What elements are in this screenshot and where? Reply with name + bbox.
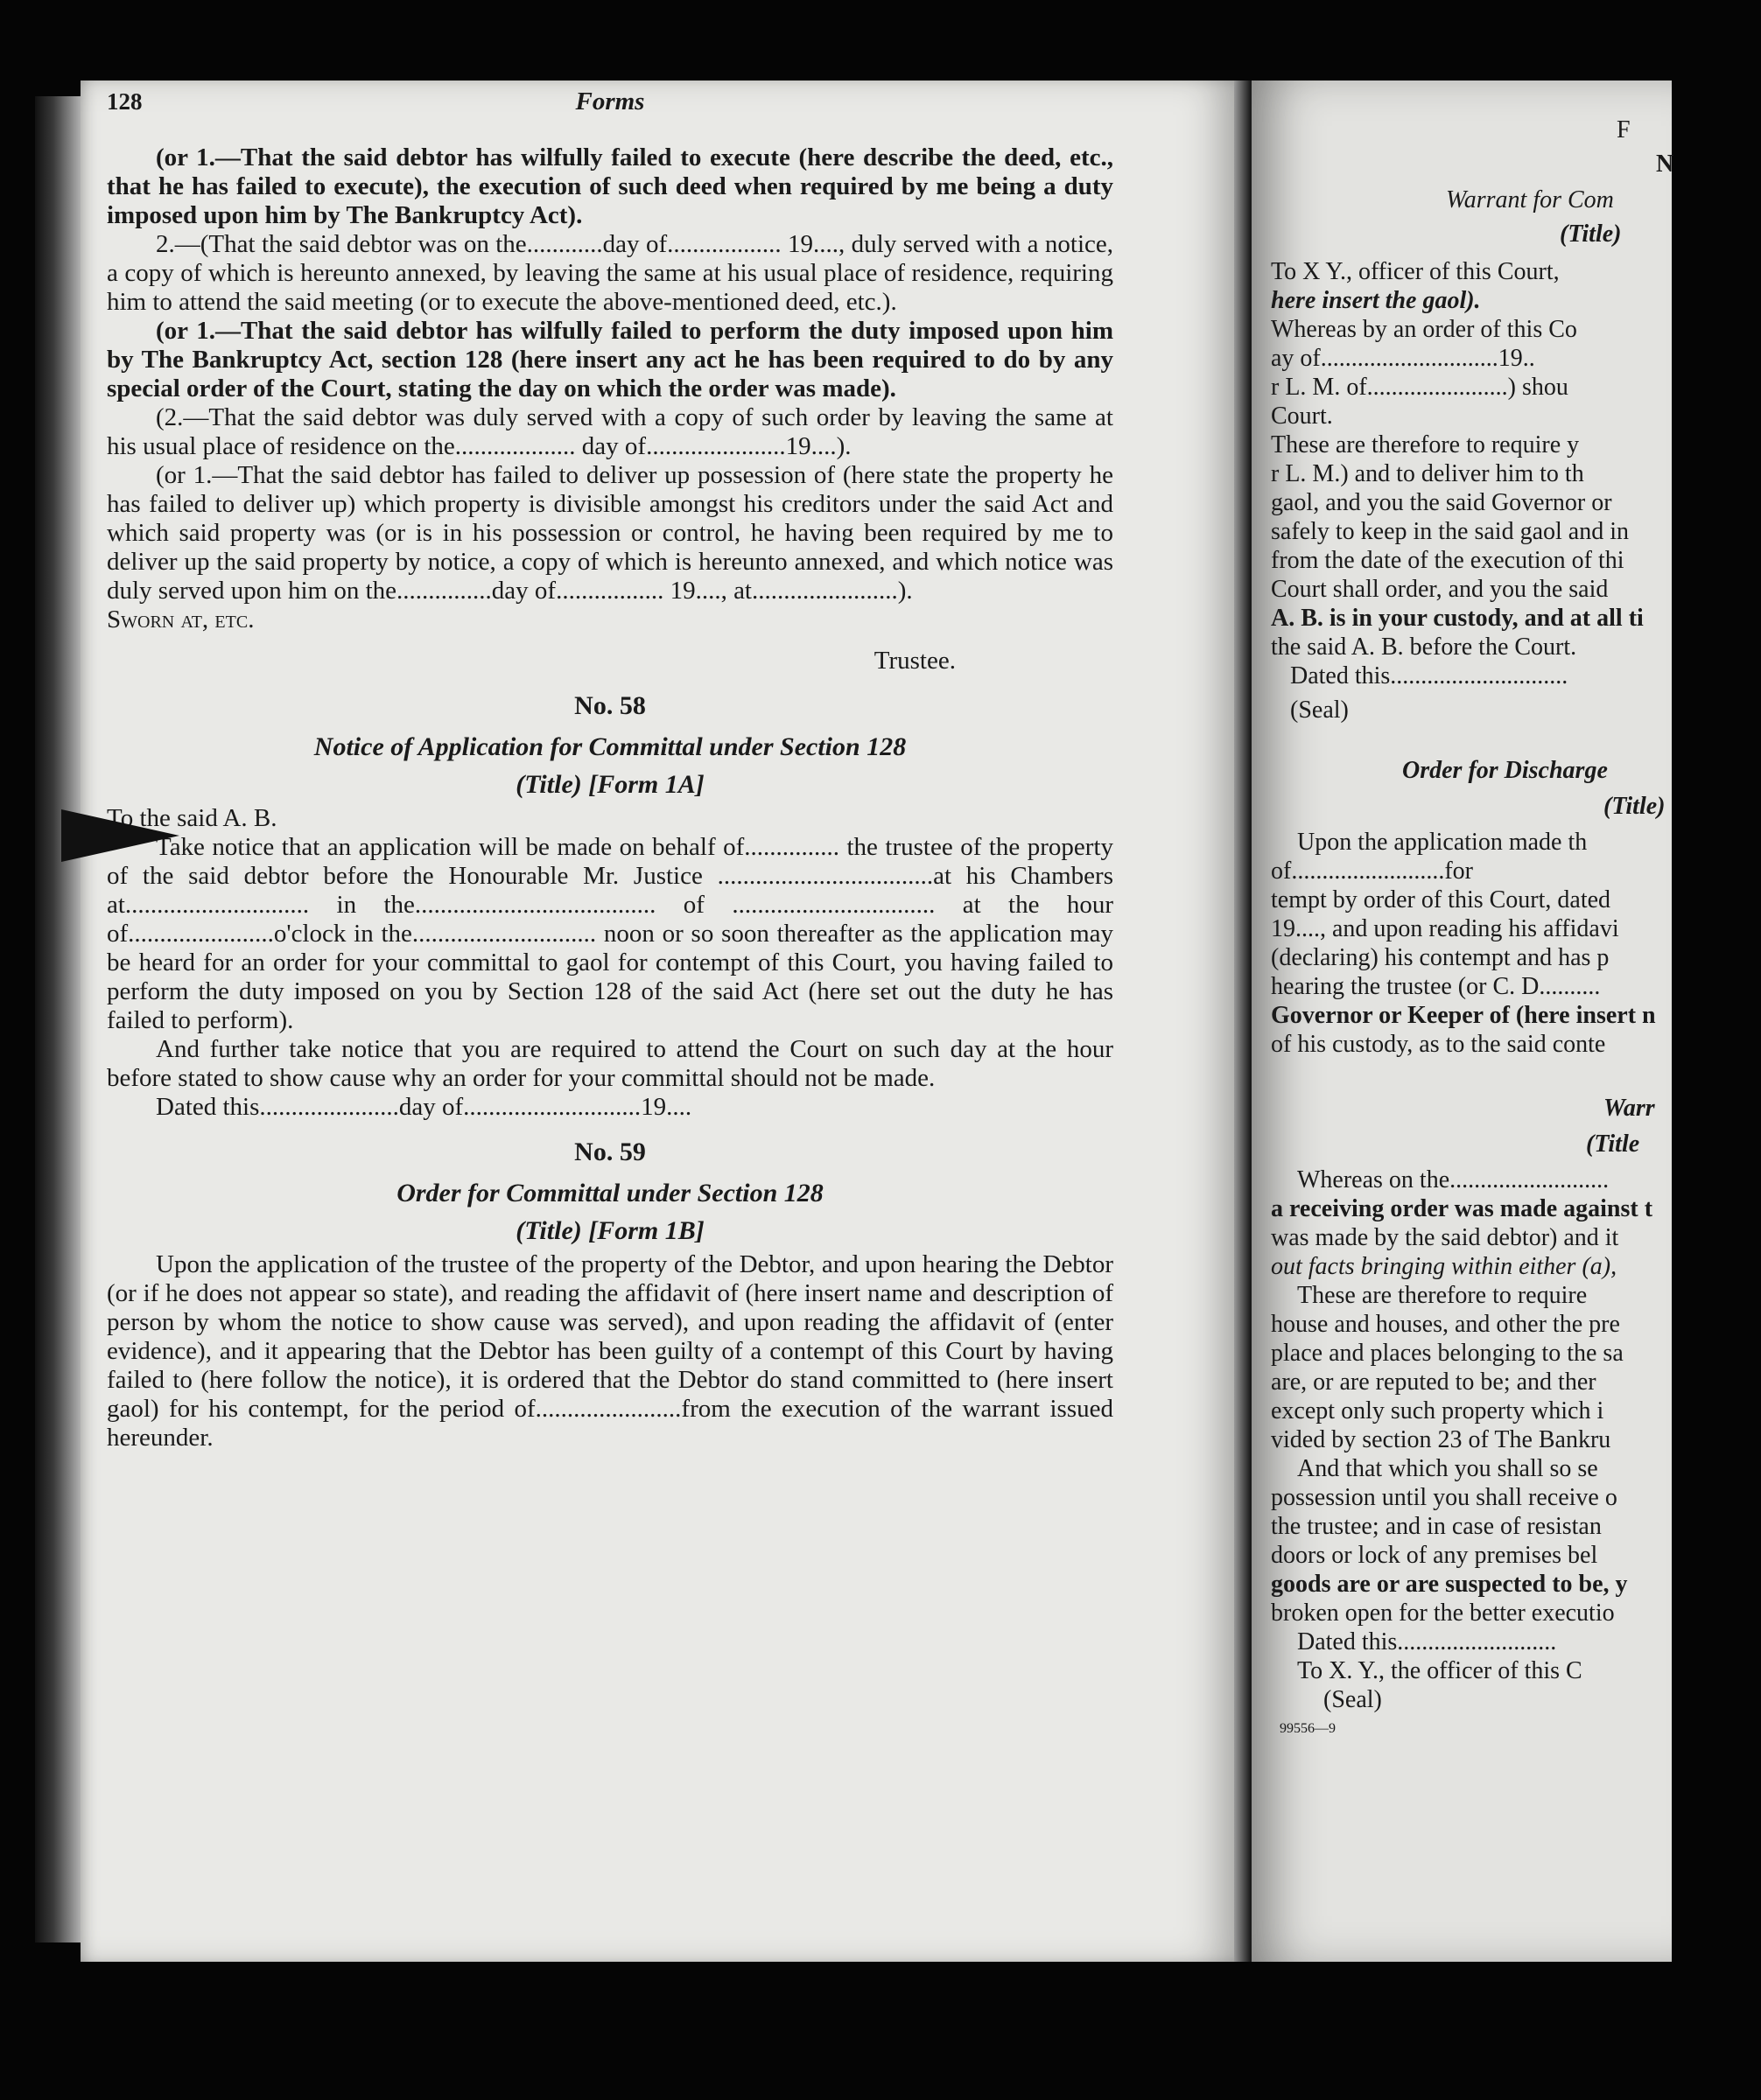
book-edge xyxy=(35,96,88,1942)
paragraph: Upon the application of the trustee of the property of the Debtor, and upon hearing the Debtor (or if he does not appear so state), and reading the affidavit of (here insert name and description of person by whom the notice to show cause was served), and upon reading the affidavit of (enter evidence), and it appearing that the Debtor has been guilty of a contempt of this Court by having failed to (here follow the notice), it is ordered that the Debtor do stand committed to (here insert gaol) for his contempt, for the period of.......................from the execution of the warrant issued hereunder. xyxy=(107,1250,1113,1452)
rp-line: To X. Y., the officer of this C xyxy=(1297,1657,1582,1684)
rp-line: To X Y., officer of this Court, xyxy=(1271,258,1560,285)
rp-line: of.........................for xyxy=(1271,858,1473,885)
rp-line: (Seal) xyxy=(1290,696,1349,724)
paragraph: And further take notice that you are required to attend the Court on such day at the hour before stated to show cause why an order for your committal should not be made. xyxy=(107,1035,1113,1092)
rp-line: A. B. is in your custody, and at all ti xyxy=(1271,605,1644,632)
rp-line: Court shall order, and you the said xyxy=(1271,576,1609,603)
rp-line: except only such property which i xyxy=(1271,1397,1604,1424)
form-title-line-59: (Title) [Form 1B] xyxy=(516,1216,705,1245)
rp-line: 99556—9 xyxy=(1280,1721,1336,1736)
rp-line: (Title) xyxy=(1560,220,1622,248)
salutation: To the said A. B. xyxy=(107,804,277,832)
rp-line: of his custody, as to the said conte xyxy=(1271,1031,1606,1058)
rp-line: These are therefore to require y xyxy=(1271,431,1580,458)
paragraph: Take notice that an application will be made on behalf of............... the trustee of the property of the said debtor before the Honourable Mr. Justice ..................................at his Chambers at............................. in the...................................... of ................................ at the hour of.......................o'clock in the............................. noon or so soon thereafter as the application may be heard for an order for your committal to gaol for contempt of this Court, you having failed to perform the duty imposed on you by Section 128 of the said Act (here set out the duty he has failed to perform). xyxy=(107,833,1113,1034)
trustee-signature: Trustee. xyxy=(873,647,956,675)
rp-line: Dated this.......................... xyxy=(1297,1628,1557,1656)
rp-line: house and houses, and other the pre xyxy=(1271,1311,1620,1338)
right-page-text xyxy=(1271,116,1761,1743)
rp-line: r L. M. of.......................) shou xyxy=(1271,374,1568,401)
sworn-line: Sworn at, etc. xyxy=(107,606,255,634)
rp-line: gaol, and you the said Governor or xyxy=(1271,489,1612,516)
rp-line: Upon the application made th xyxy=(1297,829,1588,856)
rp-line: safely to keep in the said gaol and in xyxy=(1271,518,1629,545)
rp-line: (Title xyxy=(1586,1130,1640,1158)
rp-line: are, or are reputed to be; and ther xyxy=(1271,1368,1596,1396)
rp-line: tempt by order of this Court, dated xyxy=(1271,886,1611,914)
rp-line: doors or lock of any premises bel xyxy=(1271,1542,1598,1569)
rp-line: vided by section 23 of The Bankru xyxy=(1271,1426,1611,1453)
paragraph: 2.—(That the said debtor was on the............day of.................. 19...., duly served with a notice, a copy of which is hereunto annexed, by leaving the same at his usual place of residence, requiring him to attend the said meeting (or to execute the above-mentioned deed, etc.). xyxy=(107,230,1113,316)
rp-line: Whereas on the.......................... xyxy=(1297,1166,1610,1194)
paragraph: (2.—That the said debtor was duly served with a copy of such order by leaving the same at his usual place of residence on the................... day of......................19....). xyxy=(107,403,1113,460)
form-heading-58: Notice of Application for Committal under Section 128 xyxy=(313,732,907,761)
rp-line: (Title) xyxy=(1603,793,1666,820)
rp-line: goods are or are suspected to be, y xyxy=(1271,1571,1628,1598)
rp-line: 19...., and upon reading his affidavi xyxy=(1271,915,1619,942)
rp-line: Warr xyxy=(1603,1095,1655,1122)
rp-line: r L. M.) and to deliver him to th xyxy=(1271,460,1584,487)
rp-line: possession until you shall receive o xyxy=(1271,1484,1617,1511)
paragraph: (or 1.—That the said debtor has wilfully failed to execute (here describe the deed, etc., that he has failed to execute), the execution of such deed when required by me being a duty imposed upon him by The Bankruptcy Act). xyxy=(107,144,1113,229)
rp-line: from the date of the execution of thi xyxy=(1271,547,1624,574)
rp-line: Court. xyxy=(1271,402,1333,430)
rp-line: the said A. B. before the Court. xyxy=(1271,634,1577,661)
form-number-59: No. 59 xyxy=(574,1138,646,1166)
rp-line: Governor or Keeper of (here insert n xyxy=(1271,1002,1656,1029)
rp-line: ay of.............................19.. xyxy=(1271,345,1535,372)
running-head xyxy=(107,88,1113,131)
rp-line: broken open for the better executio xyxy=(1271,1600,1615,1627)
rp-line: hearing the trustee (or C. D.......... xyxy=(1271,973,1601,1000)
rp-line: place and places belonging to the sa xyxy=(1271,1340,1624,1367)
right-page xyxy=(1252,80,1672,1962)
form-heading-59: Order for Committal under Section 128 xyxy=(396,1179,824,1208)
left-page-text xyxy=(107,88,1113,1452)
rp-line: N xyxy=(1656,150,1674,178)
rp-line: Dated this............................. xyxy=(1290,662,1568,690)
rp-line: Whereas by an order of this Co xyxy=(1271,316,1577,343)
rp-line: (declaring) his contempt and has p xyxy=(1271,944,1610,971)
rp-line: Order for Discharge xyxy=(1402,757,1608,784)
rp-line: the trustee; and in case of resistan xyxy=(1271,1513,1602,1540)
rp-line: Warrant for Com xyxy=(1446,186,1614,214)
rp-line: And that which you shall so se xyxy=(1297,1455,1598,1482)
pointer-arrow-icon xyxy=(61,809,179,862)
form-number-58: No. 58 xyxy=(574,691,646,720)
rp-line: F xyxy=(1617,116,1631,144)
dated-line: Dated this......................day of............................19.... xyxy=(156,1093,692,1121)
running-title: Forms xyxy=(575,88,645,116)
form-title-line-58: (Title) [Form 1A] xyxy=(516,770,705,799)
paragraph: (or 1.—That the said debtor has failed to deliver up possession of (here state the property he has failed to deliver up) which property is divisible amongst his creditors under the said Act and which said property was (or is in his possession or control, he having been required by me to deliver up the said property by notice, a copy of which is hereunto annexed, and which notice was duly served upon him on the...............day of................. 19...., at.......................). xyxy=(107,461,1113,605)
rp-line: (Seal) xyxy=(1323,1686,1382,1713)
rp-line: was made by the said debtor) and it xyxy=(1271,1224,1619,1251)
rp-line: a receiving order was made against t xyxy=(1271,1195,1653,1222)
paragraph: (or 1.—That the said debtor has wilfully failed to perform the duty imposed upon him by The Bankruptcy Act, section 128 (here insert any act he has been required to do by any special order of the Court, stating the day on which the order was made). xyxy=(107,317,1113,402)
page-number: 128 xyxy=(107,88,143,115)
rp-line: These are therefore to require xyxy=(1297,1282,1588,1309)
rp-line: out facts bringing within either (a), xyxy=(1271,1253,1617,1280)
rp-line: here insert the gaol). xyxy=(1271,287,1481,314)
